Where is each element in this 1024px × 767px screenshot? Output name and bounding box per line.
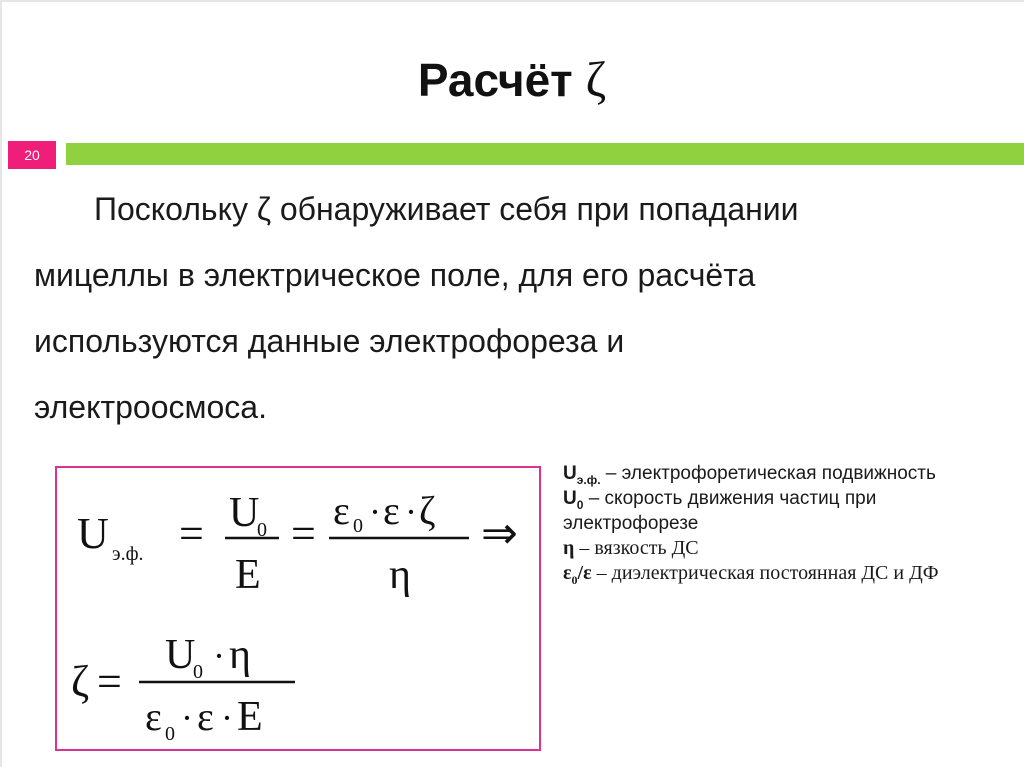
legend [563, 461, 1003, 586]
formula-graphic [57, 468, 543, 753]
legend-item4-sub: 0 [571, 573, 578, 587]
legend-item4-symbol-a: ε [563, 562, 572, 584]
body-line-1-text: Поскольку ζ обнаруживает себя при попадании [94, 191, 799, 227]
legend-item1-symbol: U [563, 463, 577, 484]
f1-eq2: = [291, 509, 316, 558]
f1-num2-a-sub: 0 [353, 515, 363, 537]
slide-number-badge: 20 [8, 141, 56, 169]
f2-den-a: ε [145, 694, 162, 739]
f1-num2-dot2: · [405, 492, 417, 532]
f1-num2-b: ε [383, 488, 400, 533]
f2-num-a: U [165, 632, 196, 678]
legend-item2-sub: 0 [576, 497, 584, 512]
f1-num2-dot1: · [369, 492, 381, 532]
f2-num-b: η [229, 632, 251, 678]
body-paragraph [34, 176, 984, 440]
slide-title [0, 50, 1024, 108]
legend-item-mobility [563, 461, 1003, 486]
accent-bar [66, 143, 1024, 165]
legend-item-velocity [563, 486, 1003, 536]
legend-item2-text: – скорость движения частиц при электрофорезе [563, 488, 877, 534]
f1-num2-c: ζ [419, 488, 436, 533]
f1-num1-sub: 0 [257, 519, 267, 541]
f1-eq1: = [179, 509, 204, 558]
body-line-1 [34, 176, 984, 242]
slide-title-symbol: ζ [585, 51, 607, 107]
legend-item4-text: – диэлектрическая постоянная ДС и ДФ [591, 562, 939, 584]
legend-item-viscosity [563, 536, 1003, 561]
f2-eq: = [97, 657, 122, 706]
f2-lhs: ζ [71, 657, 90, 706]
f2-num-a-sub: 0 [193, 661, 203, 683]
f2-den-dot1: · [181, 698, 193, 738]
implies-arrow: ⇒ [481, 509, 518, 558]
legend-item3-symbol: η [563, 537, 575, 559]
legend-item-dielectric [563, 561, 1003, 586]
slide-frame-left [0, 0, 2, 767]
body-line-2: мицеллы в электрическое поле, для его расчёта [34, 257, 756, 293]
body-line-3: используются данные электрофореза и [34, 323, 625, 359]
f2-den-b: ε [197, 694, 214, 739]
legend-item1-sub: э.ф. [576, 472, 601, 487]
f2-den-a-sub: 0 [165, 723, 175, 745]
body-line-4: электроосмоса. [34, 389, 267, 425]
f2-num-dot: · [213, 636, 225, 676]
f2-den-dot2: · [221, 698, 233, 738]
slide-title-text: Расчёт [417, 54, 573, 106]
f1-num1: U [229, 490, 260, 536]
legend-item3-text: – вязкость ДС [574, 537, 699, 559]
f1-den2: η [389, 552, 411, 598]
f1-lhs: U [77, 509, 109, 558]
f1-lhs-sub: э.ф. [112, 543, 144, 565]
f2-den-c: E [237, 694, 263, 740]
legend-item1-text: – электрофоретическая подвижность [600, 463, 936, 484]
slide-frame-top [0, 0, 1024, 2]
legend-item4-symbol-b: /ε [577, 562, 592, 584]
f1-num2-a: ε [333, 488, 350, 533]
f1-den1: E [235, 552, 261, 598]
legend-item2-symbol: U [563, 488, 577, 509]
formula-box [55, 466, 541, 751]
